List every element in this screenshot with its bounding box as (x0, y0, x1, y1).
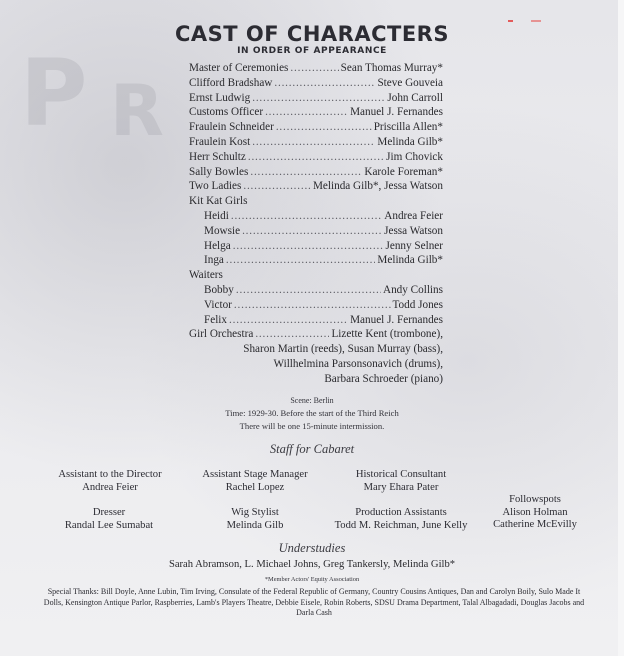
staff-entry (188, 469, 322, 494)
dot-leader (226, 253, 376, 268)
cast-role: Victor (204, 298, 232, 311)
cast-role: Felix (204, 313, 227, 326)
staff-title: Production Assistants (355, 507, 447, 518)
cast-row (189, 135, 443, 150)
cast-row (189, 313, 443, 328)
page-title: CAST OF CHARACTERS (175, 22, 449, 46)
cast-row (189, 209, 443, 224)
group-label: Kit Kat Girls (189, 195, 248, 208)
cast-actor: Melinda Gilb* (377, 135, 443, 148)
background-poster-art: P (20, 40, 92, 147)
cast-role: Ernst Ludwig (189, 91, 251, 104)
cast-role: Clifford Bradshaw (189, 76, 273, 89)
staff-entry (40, 469, 180, 494)
cast-actor: Todd Jones (392, 298, 443, 311)
staff-title: Assistant to the Director (58, 469, 162, 480)
dot-leader (265, 105, 348, 120)
dot-leader (231, 209, 382, 224)
cast-row (189, 120, 443, 135)
cast-actor: Andy Collins (383, 283, 443, 296)
cast-role: Fraulein Kost (189, 135, 251, 148)
dot-leader (276, 120, 372, 135)
cast-role: Fraulein Schneider (189, 121, 274, 134)
dot-leader (234, 298, 391, 313)
dot-leader (290, 61, 338, 76)
orchestra-line: Willhelmina Parsonsonavich (drums), (273, 357, 443, 370)
cast-actor: Manuel J. Fernandes (350, 313, 443, 326)
cast-actor: Sean Thomas Murray* (340, 62, 443, 74)
cast-row (189, 61, 443, 76)
dot-leader (252, 91, 385, 106)
page-subtitle: IN ORDER OF APPEARANCE (237, 46, 387, 56)
cast-actor: Melinda Gilb*, Jessa Watson (312, 180, 443, 193)
dot-leader (242, 224, 382, 239)
time-line: Time: 1929-30. Before the start of the Third Reich (225, 408, 399, 418)
cast-role: Mowsie (204, 224, 241, 237)
staff-entry (205, 507, 305, 532)
cast-role: Customs Officer (189, 106, 264, 119)
cast-row (189, 150, 443, 165)
cast-row (189, 165, 443, 180)
cast-actor: Jessa Watson (384, 224, 443, 237)
cast-role: Girl Orchestra (189, 328, 254, 341)
equity-note: *Member Actors' Equity Association (264, 576, 360, 583)
cast-actor: Priscilla Allen* (373, 121, 443, 134)
cast-role: Bobby (204, 283, 234, 296)
cast-role: Herr Schultz (189, 150, 246, 163)
dot-leader (255, 327, 329, 342)
staff-name: Mary Ehara Pater (363, 481, 439, 493)
staff-name: Melinda Gilb (226, 519, 284, 531)
scene-line: Scene: Berlin (290, 396, 334, 405)
dot-leader (233, 239, 384, 254)
staff-name: Randal Lee Sumabat (64, 519, 154, 531)
cast-role: Inga (204, 254, 224, 267)
cast-row (189, 76, 443, 91)
cast-actor: John Carroll (387, 91, 443, 104)
cast-row-orchestra (189, 327, 443, 342)
cast-role: Helga (204, 239, 231, 252)
staff-name: Alison Holman (502, 506, 568, 518)
staff-heading: Staff for Cabaret (269, 442, 355, 456)
page-edge (618, 0, 624, 656)
cast-role: Sally Bowles (189, 165, 249, 178)
group-label: Waiters (189, 269, 223, 282)
cast-actor: Manuel J. Fernandes (350, 106, 443, 119)
dot-leader (248, 150, 384, 165)
dot-leader (252, 135, 375, 150)
staff-name: Catherine McEvilly (493, 519, 577, 531)
cast-row (189, 105, 443, 120)
staff-entry (324, 507, 478, 532)
understudies-heading: Understudies (278, 541, 346, 555)
background-poster-art-2: R (110, 70, 168, 152)
cast-row (189, 298, 443, 313)
cast-role: Heidi (204, 209, 229, 222)
dot-leader (243, 179, 311, 194)
group-heading-waiters (189, 268, 443, 283)
staff-title: Historical Consultant (355, 469, 447, 480)
staff-name: Andrea Feier (82, 481, 138, 493)
special-thanks: Special Thanks: Bill Doyle, Anne Lubin, Tim Irving, Consulate of the Federal Republic of Germany, Country Cousins Antiques, Dan and Carolyn Boily, Sulo Made It Dolls, Kensington Antique Parlor, Raspberries, Lamb's Players Theatre, Debbie Eisele, Robin Roberts, SDSU Drama Department, Talal Albagadadi, Douglas Jacobs and Darla Cash (43, 587, 585, 618)
cast-row (189, 239, 443, 254)
understudies-names: Sarah Abramson, L. Michael Johns, Greg Tankersly, Melinda Gilb* (168, 559, 456, 570)
cast-actor: Andrea Feier (384, 209, 443, 222)
cast-row (189, 253, 443, 268)
cast-actor: Karole Foreman* (364, 165, 443, 178)
cast-actor: Jim Chovick (386, 150, 443, 163)
cast-actor: Jenny Selner (385, 239, 443, 252)
cast-actor: Steve Gouveia (377, 76, 443, 89)
cast-role: Master of Ceremonies (189, 62, 289, 74)
staff-entry (48, 507, 170, 532)
cast-role: Two Ladies (189, 180, 242, 193)
dot-leader (229, 313, 348, 328)
cast-list (189, 61, 443, 387)
staff-entry (338, 469, 464, 494)
staff-title: Assistant Stage Manager (202, 469, 308, 480)
staff-name: Rachel Lopez (225, 481, 285, 493)
staff-name: Todd M. Reichman, June Kelly (334, 519, 468, 531)
dot-leader (274, 76, 375, 91)
orchestra-line: Barbara Schroeder (piano) (324, 372, 443, 385)
staff-title: Followspots (509, 494, 561, 505)
cast-row (189, 283, 443, 298)
staff-title: Wig Stylist (231, 507, 279, 518)
cast-row (189, 91, 443, 106)
staff-entry (482, 494, 588, 532)
dot-leader (236, 283, 381, 298)
intermission-line: There will be one 15-minute intermission. (239, 421, 385, 431)
staff-title: Dresser (92, 507, 126, 518)
cast-actor: Lizette Kent (trombone), (331, 328, 443, 341)
cast-row (189, 179, 443, 194)
dot-leader (250, 165, 362, 180)
orchestra-line: Sharon Martin (reeds), Susan Murray (bass), (243, 343, 443, 356)
cast-row (189, 224, 443, 239)
group-heading-kitkat (189, 194, 443, 209)
cast-actor: Melinda Gilb* (377, 254, 443, 267)
